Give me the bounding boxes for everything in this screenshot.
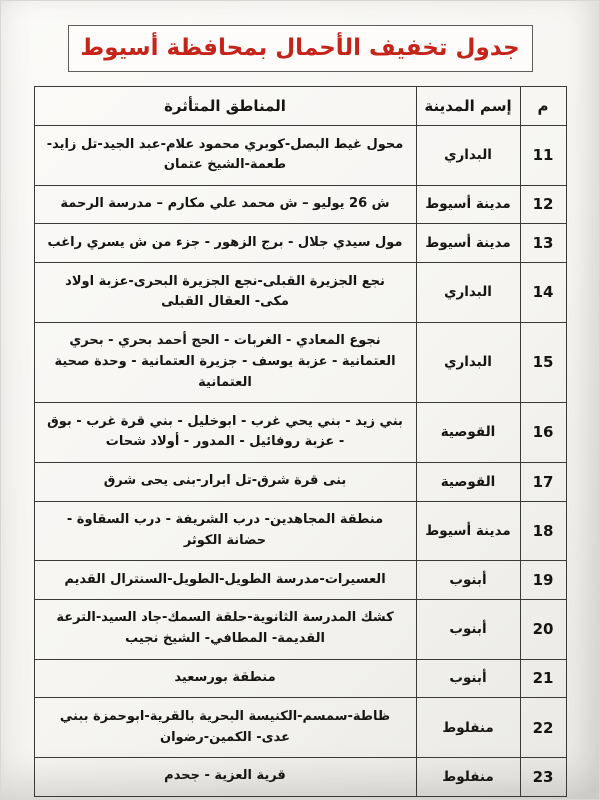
row-number-cell: 21 <box>520 659 566 698</box>
row-number-cell: 11 <box>520 126 566 186</box>
row-number-cell: 17 <box>520 462 566 501</box>
document-title-box <box>68 25 533 72</box>
load-shedding-table <box>34 86 567 797</box>
table-row <box>34 322 566 402</box>
row-number-cell: 14 <box>520 263 566 323</box>
affected-areas-cell: قرية العزية - جحدم <box>34 757 416 796</box>
affected-areas-cell: ظاطة-سمسم-الكنيسة البحرية بالقرية-ابوحمزة ببني عدى- الكمين-رضوان <box>34 698 416 758</box>
row-number-cell: 18 <box>520 501 566 561</box>
affected-areas-cell: العسيرات-مدرسة الطويل-الطويل-السنترال القديم <box>34 561 416 600</box>
table-row <box>34 561 566 600</box>
city-name-cell: البداري <box>416 322 520 402</box>
row-number-cell: 12 <box>520 185 566 224</box>
city-name-cell: مدينة أسيوط <box>416 224 520 263</box>
row-number-cell: 23 <box>520 757 566 796</box>
city-name-cell: القوصية <box>416 403 520 463</box>
affected-areas-cell: منطقة بورسعيد <box>34 659 416 698</box>
table-row <box>34 126 566 186</box>
city-name-cell: مدينة أسيوط <box>416 501 520 561</box>
row-number-cell: 16 <box>520 403 566 463</box>
affected-areas-cell: نجوع المعادي - الغربات - الحج أحمد بحري - بحري العتمانية - عزبة يوسف - جزيرة العتمانية - وحدة صحية العتمانية <box>34 322 416 402</box>
table-row <box>34 698 566 758</box>
affected-areas-cell: كشك المدرسة الثانوية-حلقة السمك-جاد السيد-الترعة القديمة- المطافي- الشيخ نجيب <box>34 599 416 659</box>
affected-areas-cell: نجع الجزيرة القبلى-نجع الجزيرة البحرى-عزبة اولاد مكى- العقال القبلى <box>34 263 416 323</box>
table-row <box>34 659 566 698</box>
table-row <box>34 501 566 561</box>
header-city-name: إسم المدينة <box>416 87 520 126</box>
table-row <box>34 263 566 323</box>
table-row <box>34 757 566 796</box>
city-name-cell: منفلوط <box>416 757 520 796</box>
document-title: جدول تخفيف الأحمال بمحافظة أسيوط <box>80 35 520 61</box>
city-name-cell: أبنوب <box>416 659 520 698</box>
table-row <box>34 599 566 659</box>
table-body <box>34 126 566 797</box>
row-number-cell: 22 <box>520 698 566 758</box>
affected-areas-cell: محول غيط البصل-كوبري محمود علام-عبد الجيد-تل زايد- طعمة-الشيخ عتمان <box>34 126 416 186</box>
header-affected-areas: المناطق المتأثرة <box>34 87 416 126</box>
city-name-cell: القوصية <box>416 462 520 501</box>
city-name-cell: منفلوط <box>416 698 520 758</box>
row-number-cell: 19 <box>520 561 566 600</box>
affected-areas-cell: منطقة المجاهدين- درب الشريفة - درب السقاوة - حضانة الكوثر <box>34 501 416 561</box>
affected-areas-cell: مول سيدي جلال - برج الزهور - جزء من ش يسري راغب <box>34 224 416 263</box>
city-name-cell: أبنوب <box>416 561 520 600</box>
table-row <box>34 224 566 263</box>
header-row-number: م <box>520 87 566 126</box>
row-number-cell: 13 <box>520 224 566 263</box>
affected-areas-cell: بني زيد - بني يحي غرب - ابوخليل - بني قرة غرب - بوق - عزبة روفائيل - المدور - أولاد شحات <box>34 403 416 463</box>
row-number-cell: 20 <box>520 599 566 659</box>
city-name-cell: أبنوب <box>416 599 520 659</box>
row-number-cell: 15 <box>520 322 566 402</box>
city-name-cell: مدينة أسيوط <box>416 185 520 224</box>
table-row <box>34 403 566 463</box>
table-header-row <box>34 87 566 126</box>
city-name-cell: البداري <box>416 126 520 186</box>
affected-areas-cell: بنى قرة شرق-تل ابرار-بنى يحى شرق <box>34 462 416 501</box>
city-name-cell: البداري <box>416 263 520 323</box>
table-row <box>34 462 566 501</box>
table-row <box>34 185 566 224</box>
affected-areas-cell: ش 26 يوليو – ش محمد علي مكارم – مدرسة الرحمة <box>34 185 416 224</box>
